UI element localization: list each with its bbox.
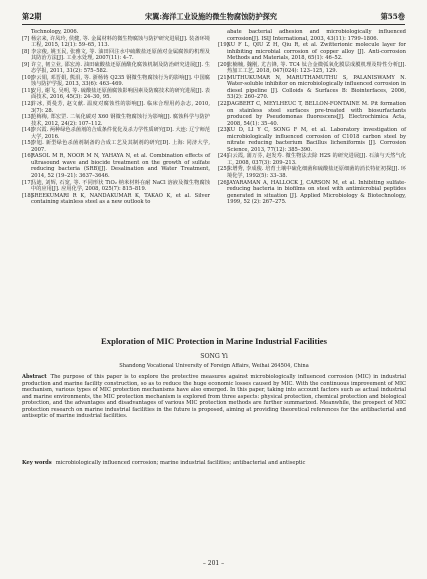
article-title: Exploration of MIC Protection in Marine Industrial Facilities — [101, 336, 327, 346]
reference-number: [17] — [22, 179, 33, 186]
reference-item — [218, 29, 406, 42]
reference-text: RASOL M R, NOOR M N, YAHAYA N, et al. Combination effects of ultrasound wave and biocide treatment on the growth of sulfate reducing bacteria (SRB)[J]. Desalination and Water Treatment, 2014, 52 (19–21): 3637–3646. — [31, 153, 210, 180]
reference-text: XU F L, QIU Z H, Qiu R, et al. Zwitterionic molecule layer for inhibiting microbial corrosion of copper alloy [J]. Anti-corrosion Methods and Materials, 2018, 65(1): 46–52. — [227, 42, 406, 62]
reference-item — [22, 75, 210, 88]
reference-item — [218, 127, 406, 153]
volume-number: 第55卷 — [380, 12, 405, 21]
reference-text: 马迪, 刘辉, 石宽, 等. 不同形状 TiO₂ 纳米材料在耐 NaCl 溶液及微生物腐蚀中的应用[J]. 应用化学, 2008, 025(7): 815–819. — [31, 179, 210, 193]
references-section — [22, 29, 406, 331]
running-header — [22, 8, 405, 25]
reference-number: [8] — [22, 48, 30, 55]
reference-text: DAGBERT C, MEYLHEUC T, BELLON-FONTAINE M. Pit formation on stainless steel surfaces pre-treated with biosurfactants produced by Pseudomonas fluorescens[J]. Electrochimica Acta, 2008, 54(1): 35–40. — [227, 101, 406, 127]
reference-item — [22, 36, 210, 49]
article-author: SONG Yi — [200, 353, 228, 360]
reference-number: [13] — [22, 114, 33, 121]
reference-item — [22, 114, 210, 127]
reference-text: 安月, 谢飞, 吴明, 等. 硫酸盐还原菌腐蚀影响因素及防腐技术的研究进展[J]. 表面技术, 2016, 45(3): 24–30, 95. — [31, 87, 210, 101]
keywords — [22, 460, 406, 467]
page-number: – 201 – — [202, 560, 225, 567]
reference-text: 许冰, 贾曼芳, 赵文献. 温度对腐蚀性的影响[J]. 临床合理用药杂志, 2010, 3(7): 28. — [31, 101, 210, 114]
reference-item — [218, 153, 406, 166]
reference-number: [22] — [218, 101, 229, 108]
reference-number: [12] — [22, 101, 33, 108]
reference-number: [18] — [22, 192, 33, 199]
reference-item — [218, 75, 406, 101]
reference-text: XU D, LI Y C, SONG F M, et al. Laboratory investigation of microbiologically influenced corrosion of C1018 carbon steel by nitrate reducing bacterium Bacillus licheniformis [J]. Corrosion Science, 2013, 77(12): 385–390. — [227, 127, 406, 153]
issue-number: 第2期 — [22, 12, 42, 21]
reference-text: 李旭. 新型绿色杀菌剂制备的合成工艺及其制剂的研究[D]. 上海: 同济大学, 2007. — [31, 140, 210, 153]
reference-number: [23] — [218, 127, 229, 134]
reference-item — [22, 101, 210, 114]
reference-number: [14] — [22, 127, 33, 134]
reference-text: SREEKUMARI R K, NANDAKUMAR K, TAKAO K, et al. Silver containing stainless steel as a new outlook to — [31, 192, 210, 206]
running-title: 宋翼:海洋工业设施的微生物腐蚀防护探究 — [144, 12, 278, 21]
reference-item — [218, 166, 406, 179]
reference-item — [22, 140, 210, 153]
reference-text: 范梅梅, 郑宏罡. 二氧化碳对 X60 钢微生物腐蚀行为影响[J]. 腐蚀科学与防护技术, 2012, 24(2): 107–112. — [31, 114, 210, 127]
reference-number: [15] — [22, 140, 33, 147]
reference-item — [218, 180, 406, 206]
reference-number: [21] — [218, 74, 229, 81]
reference-number: [24] — [218, 153, 229, 160]
abstract-label: Abstract — [22, 374, 47, 380]
references-right-column — [218, 29, 406, 331]
reference-item — [22, 88, 210, 101]
reference-text: 李云娟, 邓晋娟, 熊涓, 等. 浙杨铸 Q235 钢微生物腐蚀行为的影响[J]. 中国腐蚀与防护学报, 2013, 33(6): 463–469. — [31, 74, 210, 88]
reference-item — [218, 101, 406, 127]
reference-text: abate bacterial adhesion and microbiologically influenced corrosion[J]. ISIJ International, 2003, 43(11): 1799–1806. — [227, 29, 406, 42]
reference-number: [7] — [22, 35, 30, 42]
reference-number: [19] — [218, 42, 229, 49]
reference-number: [9] — [22, 61, 30, 68]
reference-item — [22, 153, 210, 179]
reference-number: [20] — [218, 61, 229, 68]
references-left-column — [22, 29, 210, 331]
reference-text: JAYARAMAN A, HALLOCK J, CARSON M, et al. Inhibiting sulfate-reducing bacteria in biofilms on steel with antimicrobial peptides generated in situation [J]. Applied Microbiology & Biotechnology, 1999, 52 (2): 267–275. — [227, 179, 406, 206]
reference-item — [22, 127, 210, 140]
reference-item — [22, 180, 210, 193]
reference-item — [22, 193, 210, 206]
reference-text: 张楠楠, 魏刚, 尤吉锋, 等. TC4 钛合金微弧氧化膜层成膜机理及特性分析[J]. 热加工工艺, 2018, 047(024): 123–125, 129. — [227, 61, 406, 75]
reference-item — [218, 42, 406, 62]
reference-text: 杨宗来, 许凤玲, 侯健, 等. 金属材料的微生物腐蚀与防护研究进展[J]. 装备环境工程, 2015, 12(1): 59–65, 113. — [31, 35, 210, 49]
keywords-text: microbiologically influenced corrosion; marine industrial facilities; antibacterial and antiseptic — [55, 460, 306, 466]
reference-number: [11] — [22, 87, 33, 94]
reference-text: 许立, 韧立业, 邵宏涛. 油田硫酸盐还原菌酸化腐蚀机制及防治研究进展[J]. 生态学报, 2011, 31(2): 575–582. — [31, 61, 210, 75]
reference-number: [10] — [22, 74, 33, 81]
reference-text: 李宗俊, 姚玉民, 张雅文, 等. 油田回注水中硫酸盐还原菌对金属腐蚀的机理及其防治方法[J]. 工业水处理, 2007(11): 4–7. — [31, 48, 210, 62]
reference-text: Technology, 2006. — [31, 29, 79, 35]
reference-text: 朱增秀, 李成俊. 培育土壤中硫化细菌和硫酸盐还原细菌的消长特征初探[J]. 环境化学, 1992(5): 33–38. — [227, 166, 406, 180]
reference-item — [22, 62, 210, 75]
reference-number: [25] — [218, 166, 229, 173]
reference-text: MUTHUKUMAR N, MARUTHAMUTHU S, PALANISWAMY N. Water-soluble inhibitor on microbiologically influenced corrosion in diesel pipeline [J]. Colloids & Surfaces B: Biointerfaces, 2006, 53(2): 260–270. — [227, 74, 406, 101]
abstract-text: The purpose of this paper is to explore the protective measures against microbiologically influenced corrosion (MIC) in industrial production and marine facility construction, so as to reduce the huge economic losses caused by MIC. With the continuous improvement of MIC mechanism, various types of MIC protection mechanisms have also emerged. In this paper, taking into account factors such as actual industrial and marine environments, the MIC protection mechanism is explored from three aspects: physical protection, chemical protection and biological protection, and the advantages and disadvantages of various MIC protection methods are further summarized. Meanwhile, the prospect of MIC protection research on marine industrial facilities in the future is proposed, aiming at providing theoretical references for the antibacterial and antiseptic of marine industrial facilities. — [22, 374, 406, 420]
reference-item — [22, 49, 210, 62]
reference-number: [26] — [218, 179, 229, 186]
author-affiliation: Shandong Vocational University of Foreign Affairs, Weihai 264504, China — [119, 363, 309, 369]
reference-text: 白云霞, 蒲万芬, 赵发寿. 微生物法去除 H2S 的研究进展[J]. 石油与天然气化工, 2008, 037(3): 209–213. — [227, 153, 406, 166]
keywords-label: Key words — [22, 460, 52, 466]
reference-text: 李兴霞. 两种绿色杀菌剂的合成条件优化及杀力学性质研究[D]. 大连: 辽宁师范大学, 2016. — [31, 127, 211, 140]
reference-number: [16] — [22, 153, 33, 160]
reference-item — [218, 62, 406, 75]
abstract — [22, 374, 406, 420]
